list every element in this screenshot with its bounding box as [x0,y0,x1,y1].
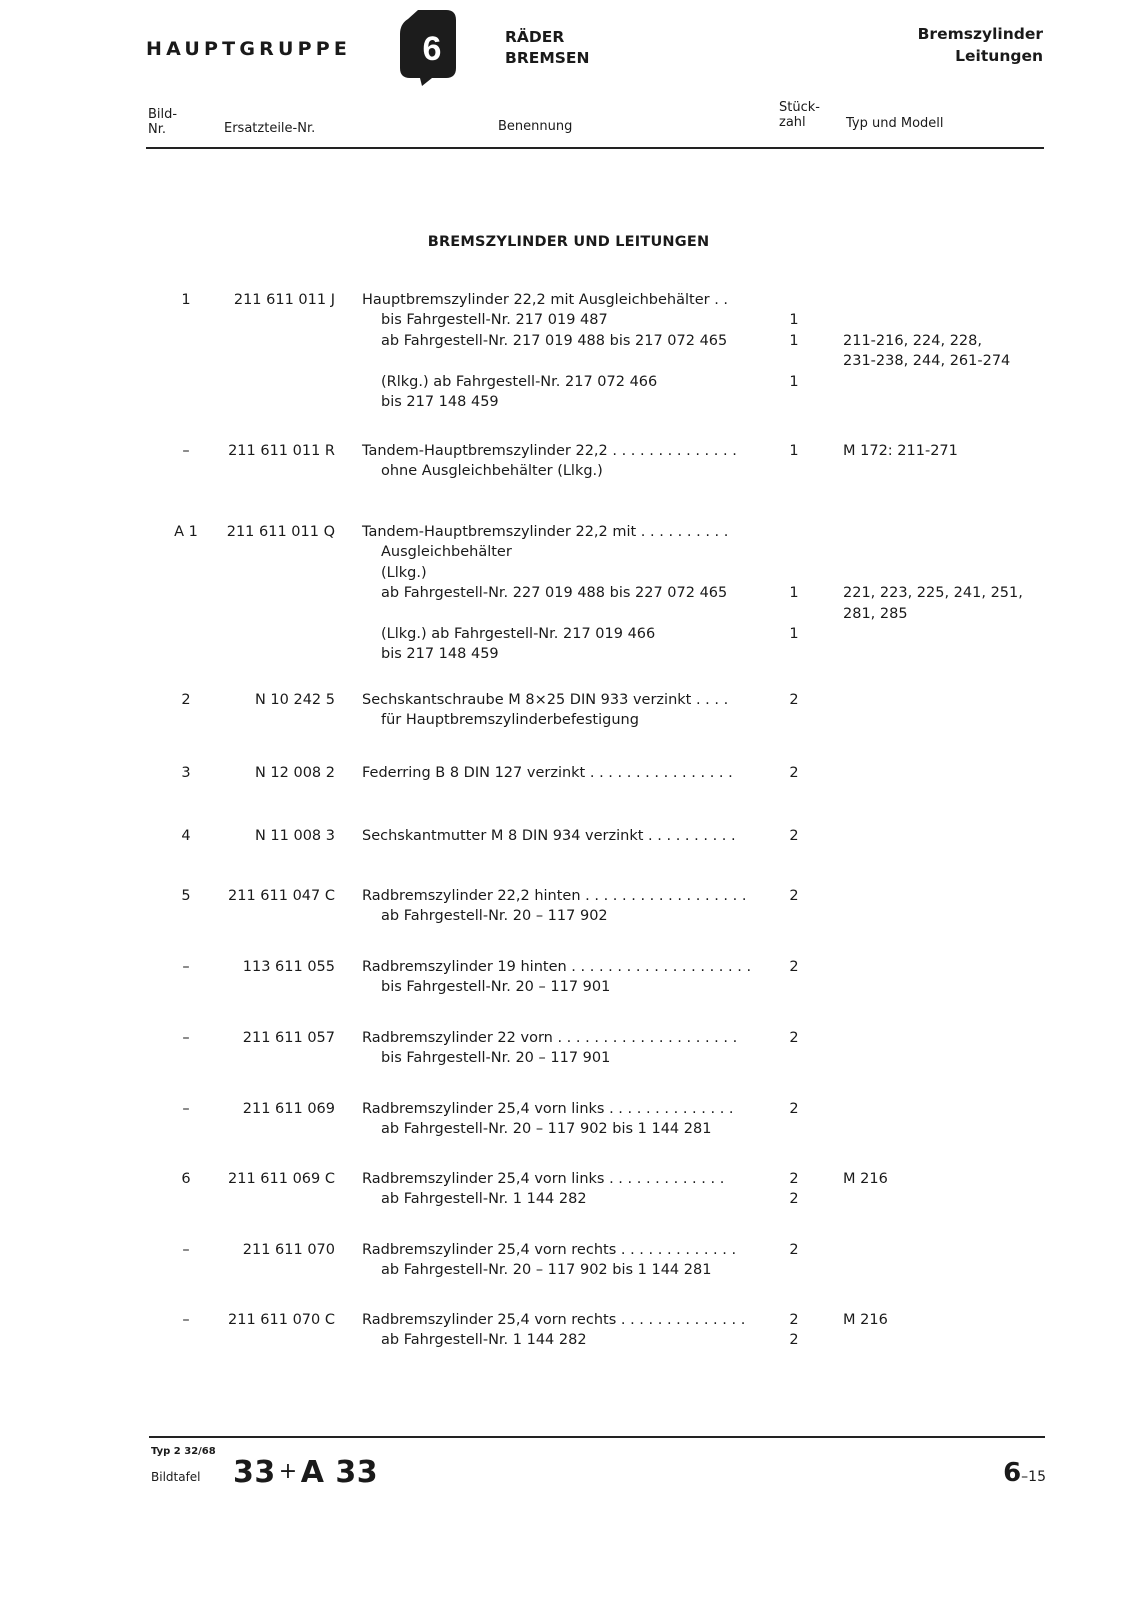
row-description-line: Radbremszylinder 25,4 vorn rechts . . . . . . . . . . . . . . [362,1312,746,1328]
row-description-line: ab Fahrgestell-Nr. 1 144 282 [381,1191,587,1208]
row-description-line: Radbremszylinder 25,4 vorn rechts . . . . . . . . . . . . . [362,1242,737,1258]
col-qty-header-line-1: Stück- [779,100,820,115]
bildtafel-number-a: 33 [233,1455,276,1490]
row-quantity: 2 [789,692,799,708]
row-description-line: (Llkg.) [381,564,427,581]
row-description [362,1240,736,1281]
row-quantity: 2 [789,1191,799,1208]
row-quantity: 2 [789,888,799,904]
col-qty-header-line-2: zahl [779,115,806,130]
col-part-header: Ersatzteile-Nr. [224,121,316,136]
row-bild-nr: – [182,443,190,459]
row-description-line: ab Fahrgestell-Nr. 20 – 117 902 bis 1 144 281 [381,1121,712,1138]
row-bild-nr: A 1 [174,524,198,540]
page-subject-line-2: Leitungen [955,47,1043,65]
row-bild-nr: – [182,1101,190,1117]
group-title-line-1: RÄDER [505,28,565,46]
bildtafel-label: Bildtafel [151,1470,201,1484]
row-bild-nr: – [182,1242,190,1258]
row-description-line: ab Fahrgestell-Nr. 217 019 488 bis 217 072 465 [381,332,728,349]
row-description-line: Radbremszylinder 19 hinten . . . . . . . . . . . . . . . . . . . . [362,959,752,975]
row-description-line: ab Fahrgestell-Nr. 20 – 117 902 bis 1 144 281 [381,1262,712,1279]
row-bild-nr: 1 [181,292,191,308]
row-description [362,1169,724,1210]
row-description-line: Radbremszylinder 22 vorn . . . . . . . . . . . . . . . . . . . . [362,1030,738,1046]
row-quantity: 2 [789,1101,799,1117]
page-number-major: 6 [1003,1458,1022,1488]
row-description [362,290,728,412]
row-description-line: Radbremszylinder 25,4 vorn links . . . . . . . . . . . . . [362,1171,725,1187]
row-description-line: bis Fahrgestell-Nr. 217 019 487 [381,312,608,329]
row-part-number: 211 611 047 C [228,888,335,904]
row-description-line [362,351,728,371]
row-description [362,957,751,998]
bildtafel-number-b: A 33 [300,1455,379,1490]
row-part-number: 211 611 069 C [228,1171,335,1187]
row-description [362,522,728,665]
row-quantity: 1 [789,626,799,642]
row-type-model: M 216 [843,1312,888,1328]
row-bild-nr: – [182,959,190,975]
row-part-number: 211 611 069 [242,1101,335,1117]
row-quantity: 2 [789,959,799,975]
row-description-line: für Hauptbremszylinderbefestigung [381,712,639,729]
row-part-number: 211 611 057 [242,1030,335,1046]
row-description [362,763,733,783]
hauptgruppe-label: HAUPTGRUPPE [146,38,352,60]
row-part-number: N 12 008 2 [254,765,335,781]
row-part-number: 211 611 011 R [228,443,335,459]
row-description-line: Tandem-Hauptbremszylinder 22,2 . . . . . . . . . . . . . . [362,443,737,459]
row-part-number: 211 611 011 Q [226,524,335,540]
row-description-line: ab Fahrgestell-Nr. 227 019 488 bis 227 072 465 [381,585,728,602]
row-description-line: (Rlkg.) ab Fahrgestell-Nr. 217 072 466 [381,373,658,390]
row-quantity: 2 [789,1312,799,1328]
bildtafel-number [233,1455,378,1490]
row-description [362,441,737,482]
group-title-line-2: BREMSEN [505,49,590,67]
row-description-line: bis 217 148 459 [381,394,499,411]
row-description-line: Tandem-Hauptbremszylinder 22,2 mit . . . . . . . . . . [362,524,729,540]
row-bild-nr: 2 [181,692,191,708]
row-quantity: 1 [789,585,799,602]
row-type-model: 211-216, 224, 228, [843,332,982,349]
row-bild-nr: 6 [181,1171,191,1187]
row-description-line: ohne Ausgleichbehälter (Llkg.) [381,463,603,480]
row-quantity: 2 [789,1030,799,1046]
row-description-line: Sechskantmutter M 8 DIN 934 verzinkt . . . . . . . . . . [362,828,736,844]
row-bild-nr: 5 [181,888,191,904]
row-quantity: 2 [789,1332,799,1349]
col-type-header: Typ und Modell [846,116,944,131]
page-number-minor: –15 [1021,1469,1046,1485]
row-description-line: bis Fahrgestell-Nr. 20 – 117 901 [381,979,611,996]
col-bild-header-line-1: Bild- [148,107,178,122]
col-name-header: Benennung [498,119,573,134]
row-description-line: Federring B 8 DIN 127 verzinkt . . . . . . . . . . . . . . . . [362,765,733,781]
page-subject-line-1: Bremszylinder [917,25,1043,43]
row-type-model: 221, 223, 225, 241, 251, [843,585,1023,602]
row-description-line: ab Fahrgestell-Nr. 1 144 282 [381,1332,587,1349]
row-description [362,826,736,846]
row-part-number: N 11 008 3 [254,828,335,844]
row-description-line: Radbremszylinder 25,4 vorn links . . . . . . . . . . . . . . [362,1101,734,1117]
row-quantity: 2 [789,828,799,844]
row-bild-nr: 3 [181,765,191,781]
row-quantity: 2 [789,1171,799,1187]
row-quantity: 1 [789,312,799,329]
row-description [362,886,746,927]
col-bild-header-line-2: Nr. [148,122,167,137]
row-description [362,1310,745,1351]
row-description-line: Ausgleichbehälter [381,544,512,561]
row-quantity: 1 [789,332,799,349]
row-bild-nr: 4 [181,828,191,844]
row-description [362,1099,734,1140]
row-bild-nr: – [182,1030,190,1046]
row-description [362,690,728,731]
footer-divider [149,1436,1045,1438]
row-quantity: 1 [789,443,799,459]
row-type-model: M 172: 211-271 [843,443,958,459]
model-type-label: Typ 2 32/68 [151,1446,216,1457]
row-bild-nr: – [182,1312,190,1328]
row-description-line [362,604,728,624]
row-part-number: 113 611 055 [242,959,335,975]
bildtafel-plus: + [278,1459,298,1484]
row-description-line: (Llkg.) ab Fahrgestell-Nr. 217 019 466 [381,626,656,643]
row-part-number: 211 611 011 J [233,292,335,308]
group-number: 6 [422,30,442,68]
row-description-line: ab Fahrgestell-Nr. 20 – 117 902 [381,908,608,925]
row-description-line: Radbremszylinder 22,2 hinten . . . . . . . . . . . . . . . . . . [362,888,747,904]
row-description [362,1028,737,1069]
row-type-model: 231-238, 244, 261-274 [843,353,1011,370]
row-quantity: 2 [789,765,799,781]
row-description-line: Sechskantschraube M 8×25 DIN 933 verzinkt . . . . [362,692,729,708]
row-quantity: 1 [789,373,799,390]
row-description-line: Hauptbremszylinder 22,2 mit Ausgleichbehälter . . [362,292,729,308]
row-type-model: 281, 285 [843,605,908,622]
row-description-line: bis 217 148 459 [381,646,499,663]
row-quantity: 2 [789,1242,799,1258]
row-type-model: M 216 [843,1171,888,1187]
row-part-number: 211 611 070 [242,1242,335,1258]
row-part-number: N 10 242 5 [254,692,335,708]
row-description-line: bis Fahrgestell-Nr. 20 – 117 901 [381,1050,611,1067]
row-part-number: 211 611 070 C [228,1312,335,1328]
page-number [1003,1458,1046,1488]
section-title: BREMSZYLINDER UND LEITUNGEN [427,234,710,250]
